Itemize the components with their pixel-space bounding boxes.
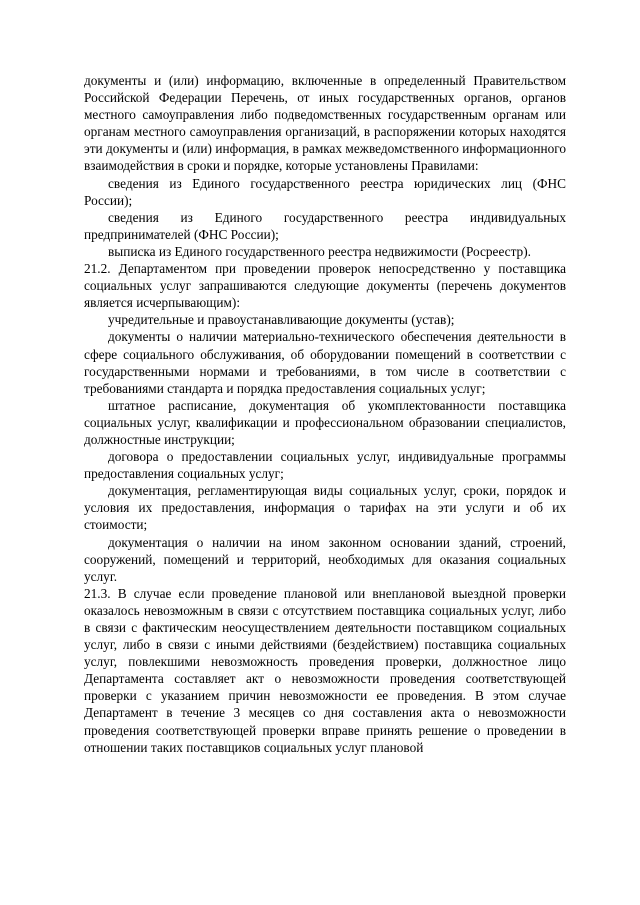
paragraph-section-21-2: 21.2. Департаментом при проведении проверок непосредственно у поставщика социальных услуг запрашиваются следующие документы (перечень документов является исчерпывающим): bbox=[84, 261, 566, 311]
paragraph-egrul-item: сведения из Единого государственного реестра юридических лиц (ФНС России); bbox=[84, 175, 566, 208]
paragraph-section-21-3: 21.3. В случае если проведение плановой или внеплановой выездной проверки оказалось невозможным в связи с отсутствием поставщика социальных услуг, либо в связи с фактическим неосуществлением деятельности поставщиком социальных услуг, либо в связи с иными действиями (бездействием) поставщика социальных услуг, повлекшими невозможность проведения проверки, должностное лицо Департамента составляет акт о невозможности проведения соответствующей проверки с указанием причин невозможности ее проведения. В этом случае Департамент в течение 3 месяцев со дня составления акта о невозможности проведения соответствующей проверки вправе принять решение о проведении в отношении таких поставщиков социальных услуг плановой bbox=[84, 585, 566, 755]
paragraph-staff-item: штатное расписание, документация об укомплектованности поставщика социальных услуг, квалификации и профессиональном образовании специалистов, должностные инструкции; bbox=[84, 397, 566, 447]
paragraph-egrn-item: выписка из Единого государственного реестра недвижимости (Росреестр). bbox=[108, 243, 531, 259]
paragraph-premises-item: документация о наличии на ином законном основании зданий, строений, сооружений, помещений и территорий, необходимых для оказания социальных услуг. bbox=[84, 534, 566, 584]
paragraph-charter-item: учредительные и правоустанавливающие документы (устав); bbox=[108, 312, 455, 328]
paragraph-equipment-item: документы о наличии материально-технического обеспечения деятельности в сфере социального обслуживания, об оборудовании помещений в соответствии с государственными нормами и требованиями, в том числе в соответствии с требованиями стандарта и порядка предоставления социальных услуг; bbox=[84, 329, 566, 396]
document-page bbox=[84, 72, 566, 756]
paragraph-egrip-item: сведения из Единого государственного реестра индивидуальных предпринимателей (ФНС России); bbox=[84, 209, 566, 242]
paragraph-intro-continuation: документы и (или) информацию, включенные в определенный Правительством Российской Федерации Перечень, от иных государственных органов, органов местного самоуправления либо подведомственных государственным органам или органам местного самоуправления организаций, в распоряжении которых находятся эти документы и (или) информация, в рамках межведомственного информационного взаимодействия в сроки и порядке, которые установлены Правилами: bbox=[84, 73, 566, 174]
paragraph-regulations-item: документация, регламентирующая виды социальных услуг, сроки, порядок и условия их предоставления, информация о тарифах на эти услуги и об их стоимости; bbox=[84, 483, 566, 533]
paragraph-contracts-item: договора о предоставлении социальных услуг, индивидуальные программы предоставления социальных услуг; bbox=[84, 449, 566, 482]
